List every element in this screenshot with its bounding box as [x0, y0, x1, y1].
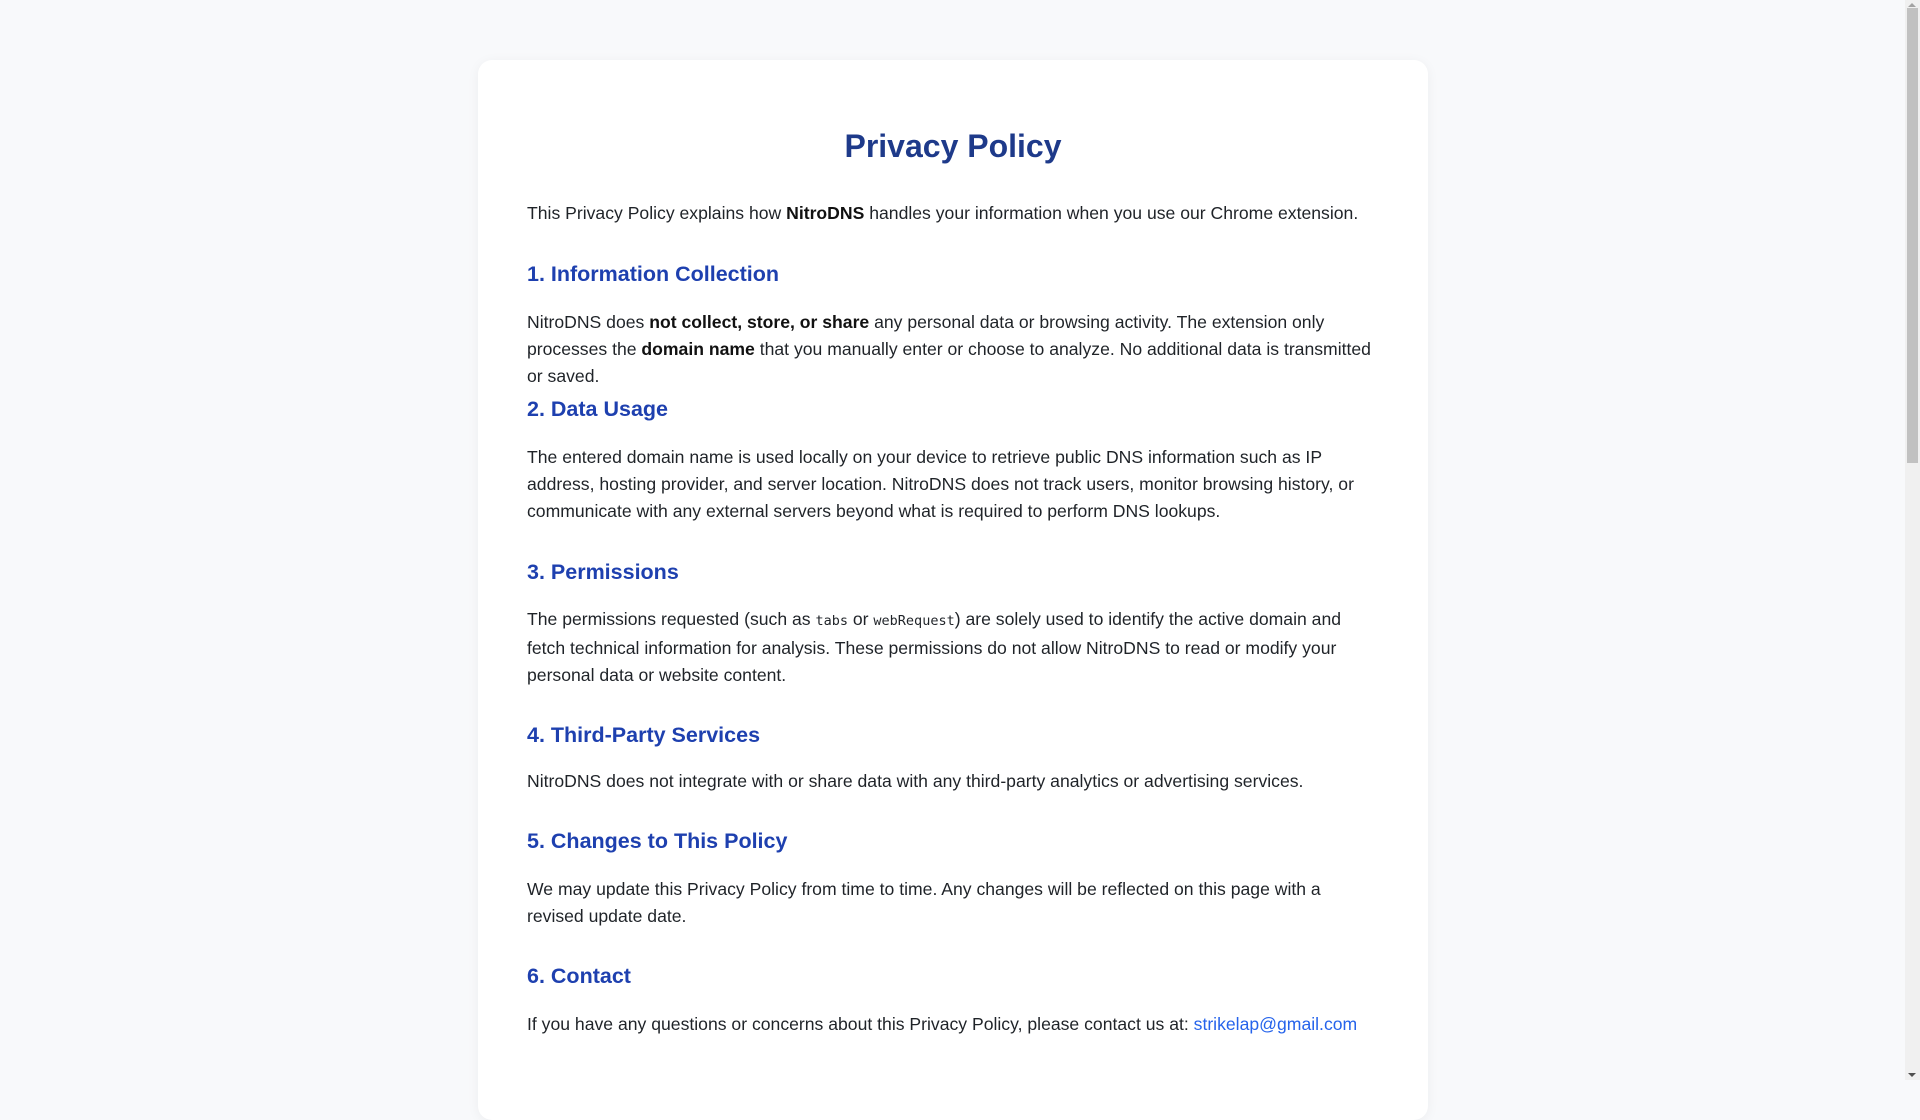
- section-text-information-collection: [527, 309, 1379, 390]
- section-text-permissions: [527, 606, 1379, 689]
- section-text-data-usage: The entered domain name is used locally on your device to retrieve public DNS information such as IP address, hosting provider, and server location. NitroDNS does not track users, monitor browsing history, or communicate with any external servers beyond what is required to perform DNS lookups.: [527, 447, 1354, 521]
- text: or: [848, 609, 874, 629]
- intro-paragraph: [527, 200, 1379, 227]
- text: The permissions requested (such as: [527, 609, 816, 629]
- section-heading-contact: 6. Contact: [527, 964, 631, 988]
- scroll-up-arrow-icon[interactable]: [1908, 3, 1916, 7]
- brand-name: NitroDNS: [786, 203, 865, 223]
- emphasis: domain name: [641, 339, 755, 359]
- section-heading-permissions: 3. Permissions: [527, 560, 679, 584]
- page-scrollbar[interactable]: [1905, 0, 1920, 1080]
- section-text-third-party: NitroDNS does not integrate with or share data with any third-party analytics or advertising services.: [527, 771, 1304, 791]
- section-heading-information-collection: 1. Information Collection: [527, 262, 780, 286]
- section-text-changes: We may update this Privacy Policy from time to time. Any changes will be reflected on this page with a revised update date.: [527, 879, 1321, 926]
- emphasis: not collect, store, or share: [649, 312, 870, 332]
- page-title: Privacy Policy: [844, 128, 1062, 164]
- intro-text: This Privacy Policy explains how: [527, 203, 787, 223]
- section-heading-data-usage: 2. Data Usage: [527, 397, 669, 421]
- scroll-thumb[interactable]: [1907, 8, 1918, 463]
- policy-card: [478, 60, 1428, 1120]
- scroll-down-arrow-icon[interactable]: [1908, 1073, 1916, 1077]
- text: ) are solely used to identify the active domain and fetch technical information for analysis. These permissions do not allow NitroDNS to read or modify your personal data or website content.: [527, 609, 1342, 685]
- text: If you have any questions or concerns about this Privacy Policy, please contact us at:: [527, 1014, 1194, 1034]
- code-webrequest: webRequest: [873, 613, 955, 629]
- section-heading-third-party: 4. Third-Party Services: [527, 723, 761, 747]
- text: any personal data or browsing activity. The extension only processes the: [527, 312, 1325, 359]
- text: that you manually enter or choose to analyze. No additional data is transmitted or saved.: [527, 339, 1371, 386]
- code-tabs: tabs: [815, 613, 848, 629]
- intro-text-end: handles your information when you use our Chrome extension.: [864, 203, 1359, 223]
- section-text-contact: [527, 1011, 1379, 1038]
- section-heading-changes: 5. Changes to This Policy: [527, 829, 788, 853]
- text: NitroDNS does: [527, 312, 650, 332]
- contact-email-link[interactable]: strikelap@gmail.com: [1193, 1014, 1358, 1034]
